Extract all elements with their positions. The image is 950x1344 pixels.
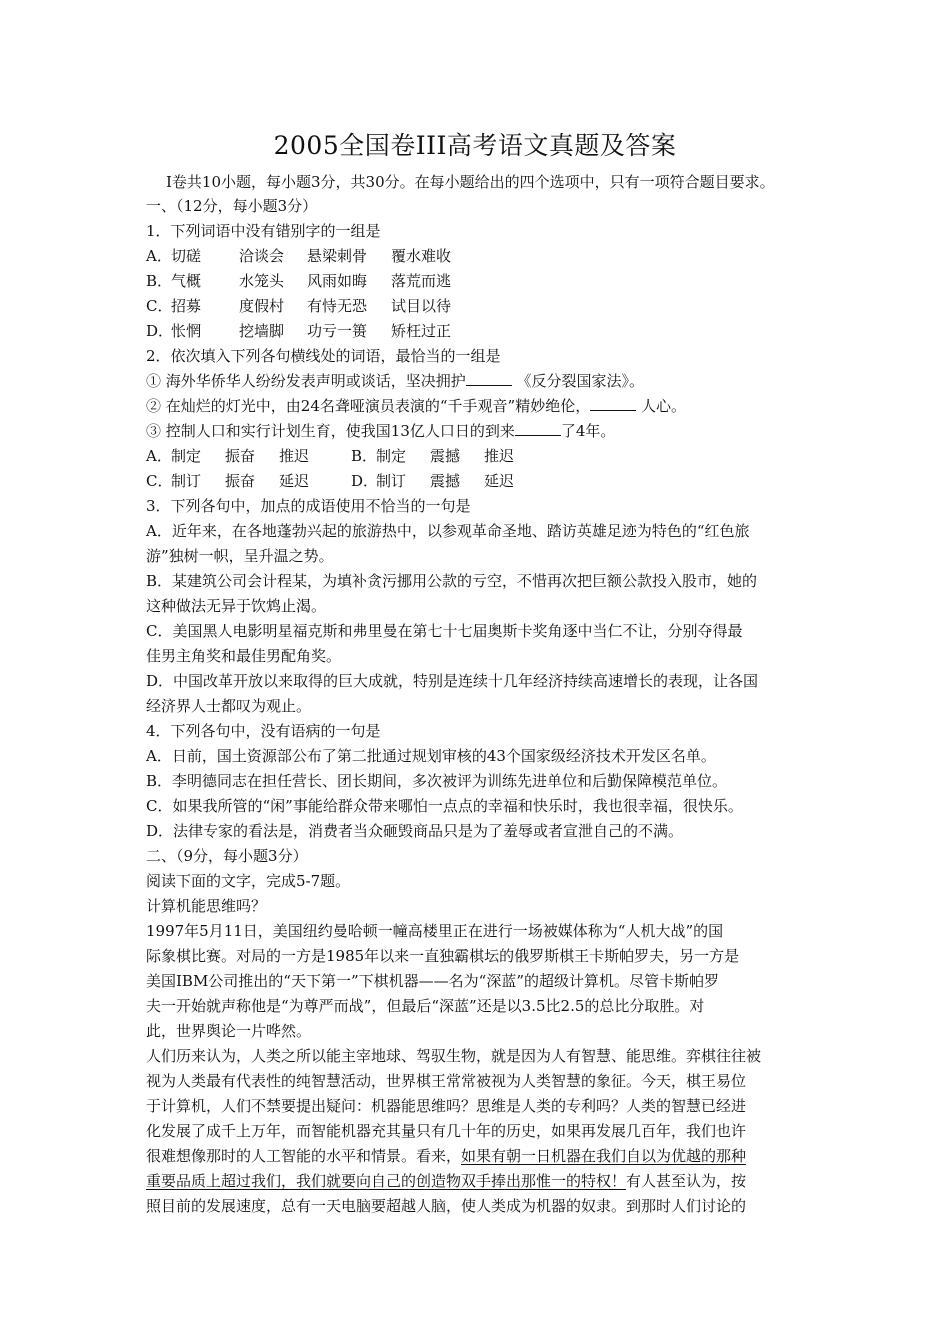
- fill-blank: [590, 396, 636, 411]
- question-stem: 1．下列词语中没有错别字的一组是: [146, 222, 381, 240]
- section-heading: 一、（12分，每小题3分）: [146, 197, 318, 215]
- paragraph-line: 美国IBM公司推出的“天下第一”下棋机器——名为“深蓝”的超级计算机。尽管卡斯帕罗: [146, 972, 719, 990]
- option-word: 有恃无恐: [307, 297, 368, 315]
- option-word: 震撼: [430, 472, 461, 490]
- option-word: 制订: [171, 472, 202, 490]
- question-stem: 4．下列各句中，没有语病的一句是: [146, 722, 381, 740]
- paragraph-line: 此，世界舆论一片哗然。: [146, 1022, 312, 1040]
- article-title: 计算机能思维吗？: [146, 897, 267, 915]
- option-letter: D．: [351, 472, 379, 490]
- option-word: 水笼头: [239, 272, 285, 290]
- option-text: B．某建筑公司会计程某，为填补贪污挪用公款的亏空，不惜再次把巨额公款投入股市，她的: [146, 572, 758, 590]
- fill-sentence: [146, 421, 615, 441]
- sentence-text: ② 在灿烂的灯光中，由24名聋哑演员表演的“千手观音”精妙绝伦，: [146, 397, 591, 415]
- option-letter: C．: [146, 472, 173, 490]
- fill-blank: [515, 421, 561, 436]
- option-word: 推迟: [484, 447, 515, 465]
- option-row: [146, 446, 514, 466]
- option-letter: A．: [146, 447, 172, 465]
- paragraph-line: 1997年5月11日，美国纽约曼哈顿一幢高楼里正在进行一场被媒体称为“人机大战”的国: [146, 922, 724, 940]
- option-text: 佳男主角奖和最佳男配角奖。: [146, 647, 342, 665]
- option-letter: A．: [146, 247, 172, 265]
- option-word: 震撼: [430, 447, 461, 465]
- question-stem: 2．依次填入下列各句横线处的词语，最恰当的一组是: [146, 347, 501, 365]
- paragraph-line: [146, 1146, 746, 1166]
- sentence-text: 有人甚至认为，按: [626, 1172, 747, 1190]
- sentence-text: 了4年。: [560, 422, 616, 440]
- option-letter: B．: [351, 447, 378, 465]
- sentence-text: 《反分裂国家法》。: [511, 372, 645, 390]
- option-word: 气概: [171, 272, 202, 290]
- paragraph-line: 人们历来认为，人类之所以能主宰地球、驾驭生物，就是因为人有智慧、能思维。弈棋往往被: [146, 1047, 762, 1065]
- paragraph-line: 化发展了成千上万年，而智能机器充其量只有几十年的历史，如果再发展几百年，我们也许: [146, 1122, 747, 1140]
- option-word: 制订: [376, 472, 407, 490]
- option-word: 切磋: [171, 247, 202, 265]
- option-word: 矫枉过正: [391, 322, 452, 340]
- reading-instruction: 阅读下面的文字，完成5-7题。: [146, 872, 351, 890]
- option-word: 试目以待: [391, 297, 452, 315]
- section-heading: 二、（9分，每小题3分）: [146, 847, 308, 865]
- option-text: D．法律专家的看法是，消费者当众砸毁商品只是为了羞辱或者宣泄自己的不满。: [146, 822, 684, 840]
- option-word: 落荒而逃: [391, 272, 452, 290]
- paragraph-line: 夫一开始就声称他是“为尊严而战”，但最后“深蓝”还是以3.5比2.5的总比分取胜。对: [146, 997, 705, 1015]
- paragraph-line: 于计算机，人们不禁要提出疑问：机器能思维吗？思维是人类的专利吗？人类的智慧已经进: [146, 1097, 747, 1115]
- option-word: 覆水难收: [391, 247, 452, 265]
- option-text: 经济界人士都叹为观止。: [146, 697, 312, 715]
- option-word: 延迟: [484, 472, 515, 490]
- option-text: C．如果我所管的“闲”事能给群众带来哪怕一点点的幸福和快乐时，我也很幸福，很快乐。: [146, 797, 743, 815]
- underlined-text: 如果有朝一日机器在我们自以为优越的那种: [461, 1147, 747, 1165]
- sentence-text: 很难想像那时的人工智能的水平和情景。看来，: [146, 1147, 462, 1165]
- option-word: 功亏一篑: [307, 322, 368, 340]
- sentence-text: 人心。: [636, 397, 686, 415]
- option-word: 怅惘: [171, 322, 202, 340]
- option-row: [146, 471, 514, 491]
- option-word: 推迟: [279, 447, 310, 465]
- option-text: D．中国改革开放以来取得的巨大成就，特别是连续十几年经济持续高速增长的表现，让各国: [146, 672, 759, 690]
- option-text: A．近年来，在各地蓬勃兴起的旅游热中，以参观革命圣地、踏访英雄足迹为特色的“红色旅: [146, 522, 750, 540]
- sentence-text: ③ 控制人口和实行计划生育，使我国13亿人口日的到来: [146, 422, 515, 440]
- fill-sentence: [146, 371, 644, 391]
- option-word: 洽谈会: [239, 247, 285, 265]
- option-text: 游”独树一帜，呈升温之势。: [146, 547, 334, 565]
- fill-blank: [466, 371, 512, 386]
- fill-sentence: [146, 396, 686, 416]
- option-word: 振奋: [225, 447, 256, 465]
- page-title: 2005全国卷III高考语文真题及答案: [273, 131, 677, 160]
- option-word: 制定: [376, 447, 407, 465]
- option-word: 延迟: [279, 472, 310, 490]
- option-letter: D．: [146, 322, 174, 340]
- option-word: 度假村: [239, 297, 285, 315]
- option-text: C．美国黑人电影明星福克斯和弗里曼在第七十七届奥斯卡奖角逐中当仁不让，分别夺得最: [146, 622, 743, 640]
- paragraph-line: [146, 1171, 746, 1191]
- paragraph-line: 视为人类最有代表性的纯智慧活动，世界棋王常常被视为人类智慧的象征。今天，棋王易位: [146, 1072, 747, 1090]
- option-word: 悬梁刺骨: [307, 247, 368, 265]
- intro-text: Ⅰ卷共10小题，每小题3分，共30分。在每小题给出的四个选项中，只有一项符合题目要求。: [166, 173, 775, 191]
- option-letter: C．: [146, 297, 173, 315]
- option-word: 招募: [171, 297, 202, 315]
- option-word: 制定: [171, 447, 202, 465]
- paragraph-line: 照目前的发展速度，总有一天电脑要超越人脑，使人类成为机器的奴隶。到那时人们讨论的: [146, 1197, 747, 1215]
- option-word: 风雨如晦: [307, 272, 368, 290]
- option-text: A．日前，国土资源部公布了第二批通过规划审核的43个国家级经济技术开发区名单。: [146, 747, 716, 765]
- question-stem: 3．下列各句中，加点的成语使用不恰当的一句是: [146, 497, 471, 515]
- option-row: [146, 296, 451, 316]
- option-text: B．李明德同志在担任营长、团长期间，多次被评为训练先进单位和后勤保障模范单位。: [146, 772, 728, 790]
- option-row: [146, 246, 451, 266]
- option-row: [146, 321, 451, 341]
- paragraph-line: 际象棋比赛。对局的一方是1985年以来一直独霸棋坛的俄罗斯棋王卡斯帕罗夫，另一方是: [146, 947, 740, 965]
- option-word: 挖墙脚: [239, 322, 285, 340]
- sentence-text: ① 海外华侨华人纷纷发表声明或谈话，坚决拥护: [146, 372, 466, 390]
- option-letter: B．: [146, 272, 173, 290]
- option-word: 振奋: [225, 472, 256, 490]
- underlined-text: 重要品质上超过我们，我们就要向自己的创造物双手捧出那惟一的特权！: [146, 1172, 627, 1190]
- option-row: [146, 271, 451, 291]
- option-text: 这种做法无异于饮鸩止渴。: [146, 597, 327, 615]
